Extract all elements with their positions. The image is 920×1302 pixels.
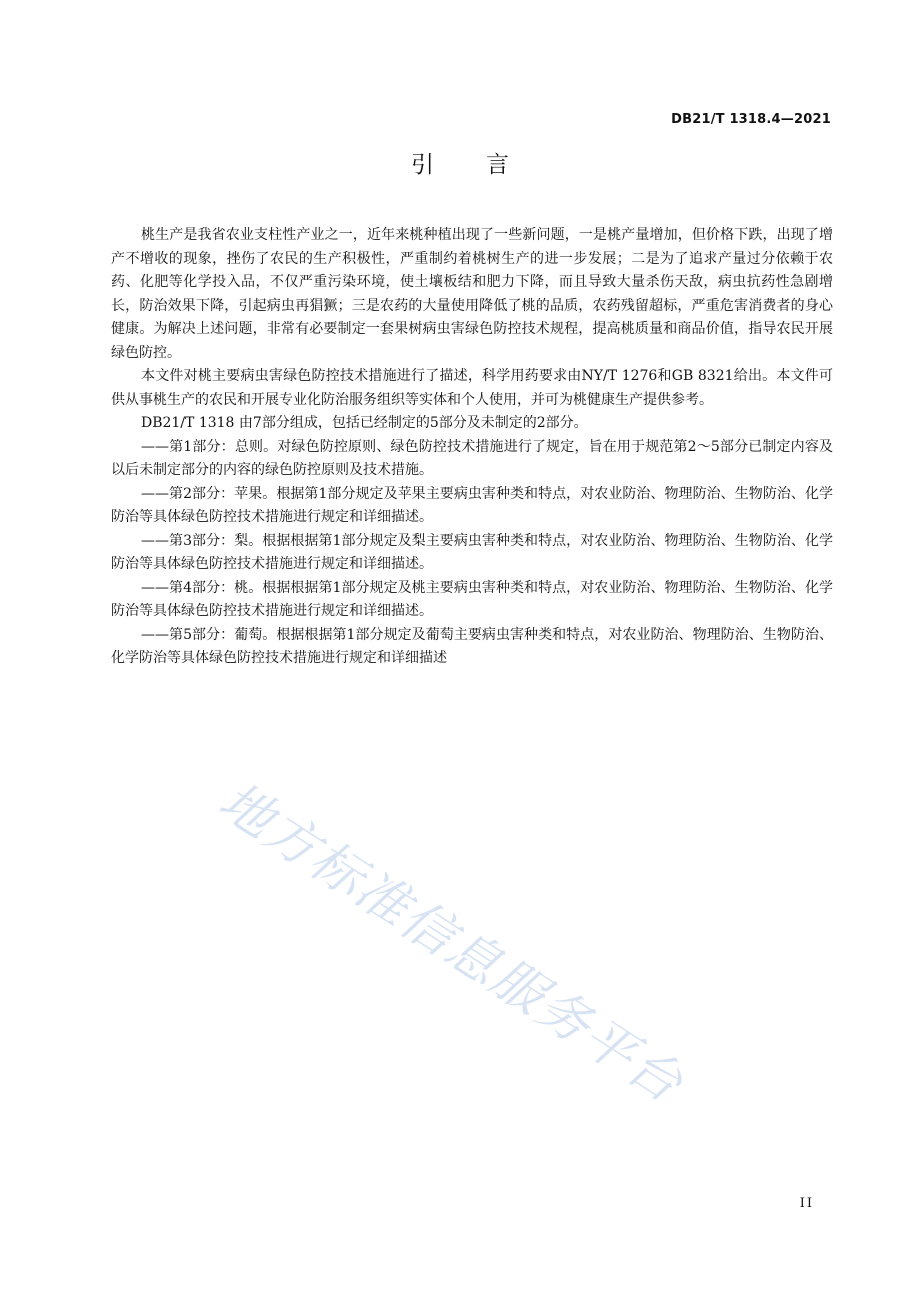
list-item-part-2: ——第2部分：苹果。根据第1部分规定及苹果主要病虫害种类和特点，对农业防治、物理防治、生物防治、化学防治等具体绿色防控技术措施进行规定和详细描述。 [111,485,833,525]
list-item-part-1: ——第1部分：总则。对绿色防控原则、绿色防控技术措施进行了规定，旨在用于规范第2～5部分已制定内容及以后未制定部分的内容的绿色防控原则及技术措施。 [111,438,833,478]
list-item-part-5: ——第5部分：葡萄。根据根据第1部分规定及葡萄主要病虫害种类和特点，对农业防治、物理防治、生物防治、化学防治等具体绿色防控技术措施进行规定和详细描述 [111,626,833,666]
paragraph-background: 桃生产是我省农业支柱性产业之一，近年来桃种植出现了一些新问题，一是桃产量增加，但价格下跌，出现了增产不增收的现象，挫伤了农民的生产积极性，严重制约着桃树生产的进一步发展；二是为了追求产量过分依赖于农药、化肥等化学投入品，不仅严重污染环境，使土壤板结和肥力下降，而且导致大量杀伤天敌，病虫抗药性急剧增长，防治效果下降，引起病虫再猖獗；三是农药的大量使用降低了桃的品质，农药残留超标，严重危害消费者的身心健康。为解决上述问题，非常有必要制定一套果树病虫害绿色防控技术规程，提高桃质量和商品价值，指导农民开展绿色防控。 [111,227,833,361]
document-code: DB21/T 1318.4—2021 [671,112,831,127]
page-title: 引言 [411,152,561,178]
watermark: 地方标准信息服务平台 [208,770,694,1116]
list-item-part-3: ——第3部分：梨。根据根据第1部分规定及梨主要病虫害种类和特点，对农业防治、物理防治、生物防治、化学防治等具体绿色防控技术措施进行规定和详细描述。 [111,532,833,572]
page-number: II [799,1196,814,1211]
paragraph-structure: DB21/T 1318 由7部分组成，包括已经制定的5部分及未制定的2部分。 [141,415,588,431]
introduction-body [111,224,833,671]
list-item-part-4: ——第4部分：桃。根据根据第1部分规定及桃主要病虫害种类和特点，对农业防治、物理防治、生物防治、化学防治等具体绿色防控技术措施进行规定和详细描述。 [111,579,833,619]
paragraph-scope: 本文件对桃主要病虫害绿色防控技术措施进行了描述，科学用药要求由NY/T 1276和GB 8321给出。本文件可供从事桃生产的农民和开展专业化防治服务组织等实体和个人使用，并可为桃健康生产提供参考。 [111,368,833,408]
